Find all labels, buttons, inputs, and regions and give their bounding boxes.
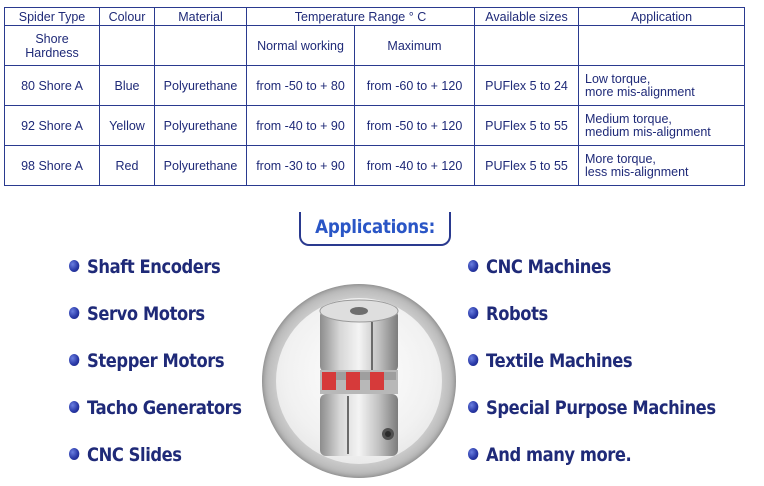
- application-line: less mis-alignment: [585, 164, 689, 179]
- header-temperature-range: Temperature Range ° C: [247, 8, 475, 26]
- cell-material: Polyurethane: [155, 66, 247, 106]
- cell-maximum: from -60 to + 120: [355, 66, 475, 106]
- header-available-sizes: Available sizes: [475, 8, 579, 26]
- application-line: More torque,: [585, 151, 656, 166]
- cell-colour: Blue: [100, 66, 155, 106]
- cell-spider-type: 92 Shore A: [5, 106, 100, 146]
- list-item: [69, 444, 182, 466]
- cell-colour: Yellow: [100, 106, 155, 146]
- cell-normal-working: from -30 to + 90: [247, 146, 355, 186]
- list-item: [69, 256, 220, 278]
- applications-list-right: [468, 256, 758, 476]
- list-item: [468, 303, 548, 325]
- subheader-empty: [475, 26, 579, 66]
- table-row: [5, 146, 745, 186]
- list-item: [468, 256, 611, 278]
- list-item: [69, 303, 205, 325]
- cell-available-sizes: PUFlex 5 to 55: [475, 106, 579, 146]
- cell-material: Polyurethane: [155, 146, 247, 186]
- cell-maximum: from -40 to + 120: [355, 146, 475, 186]
- applications-list-left: [69, 256, 289, 476]
- table-row: [5, 66, 745, 106]
- list-item-label: CNC Slides: [87, 444, 182, 466]
- application-line: Medium torque,: [585, 111, 672, 126]
- list-item-label: Special Purpose Machines: [486, 397, 716, 419]
- bullet-icon: [69, 354, 79, 366]
- coupling-photo-inner: [276, 298, 442, 464]
- table-header-row: [5, 8, 745, 26]
- subheader-maximum: Maximum: [355, 26, 475, 66]
- list-item-label: Servo Motors: [87, 303, 205, 325]
- list-item-label: Robots: [486, 303, 548, 325]
- bullet-icon: [69, 260, 79, 272]
- application-line: Low torque,: [585, 71, 651, 86]
- list-item-label: Stepper Motors: [87, 350, 225, 372]
- subheader-shore-hardness: Shore Hardness: [5, 26, 100, 66]
- list-item-label: Textile Machines: [486, 350, 633, 372]
- list-item: [69, 397, 242, 419]
- table-row: [5, 106, 745, 146]
- bullet-icon: [69, 401, 79, 413]
- cell-available-sizes: PUFlex 5 to 55: [475, 146, 579, 186]
- bullet-icon: [468, 307, 478, 319]
- header-spider-type: Spider Type: [5, 8, 100, 26]
- list-item-label: CNC Machines: [486, 256, 611, 278]
- header-application: Application: [579, 8, 745, 26]
- subheader-empty: [155, 26, 247, 66]
- cell-normal-working: from -40 to + 90: [247, 106, 355, 146]
- list-item: [468, 444, 631, 466]
- header-material: Material: [155, 8, 247, 26]
- list-item-label: And many more.: [486, 444, 632, 466]
- cell-application: [579, 66, 745, 106]
- cell-colour: Red: [100, 146, 155, 186]
- bullet-icon: [468, 448, 478, 460]
- cell-spider-type: 98 Shore A: [5, 146, 100, 186]
- bullet-icon: [468, 354, 478, 366]
- bullet-icon: [69, 448, 79, 460]
- subheader-empty: [100, 26, 155, 66]
- subheader-normal-working: Normal working: [247, 26, 355, 66]
- applications-title: Applications:: [315, 216, 435, 238]
- application-line: more mis-alignment: [585, 84, 695, 99]
- bullet-icon: [468, 260, 478, 272]
- bullet-icon: [69, 307, 79, 319]
- list-item-label: Shaft Encoders: [87, 256, 221, 278]
- cell-application: [579, 106, 745, 146]
- subheader-empty: [579, 26, 745, 66]
- list-item: [468, 397, 716, 419]
- cell-available-sizes: PUFlex 5 to 24: [475, 66, 579, 106]
- cell-normal-working: from -50 to + 80: [247, 66, 355, 106]
- cell-maximum: from -50 to + 120: [355, 106, 475, 146]
- application-line: medium mis-alignment: [585, 124, 711, 139]
- cell-spider-type: 80 Shore A: [5, 66, 100, 106]
- spider-spec-table: [4, 7, 745, 186]
- applications-heading: [299, 212, 451, 246]
- cell-application: [579, 146, 745, 186]
- coupling-icon: [276, 298, 442, 464]
- list-item: [468, 350, 632, 372]
- bullet-icon: [468, 401, 478, 413]
- list-item: [69, 350, 224, 372]
- coupling-photo: [262, 284, 456, 478]
- list-item-label: Tacho Generators: [87, 397, 242, 419]
- header-colour: Colour: [100, 8, 155, 26]
- cell-material: Polyurethane: [155, 106, 247, 146]
- table-subheader-row: [5, 26, 745, 66]
